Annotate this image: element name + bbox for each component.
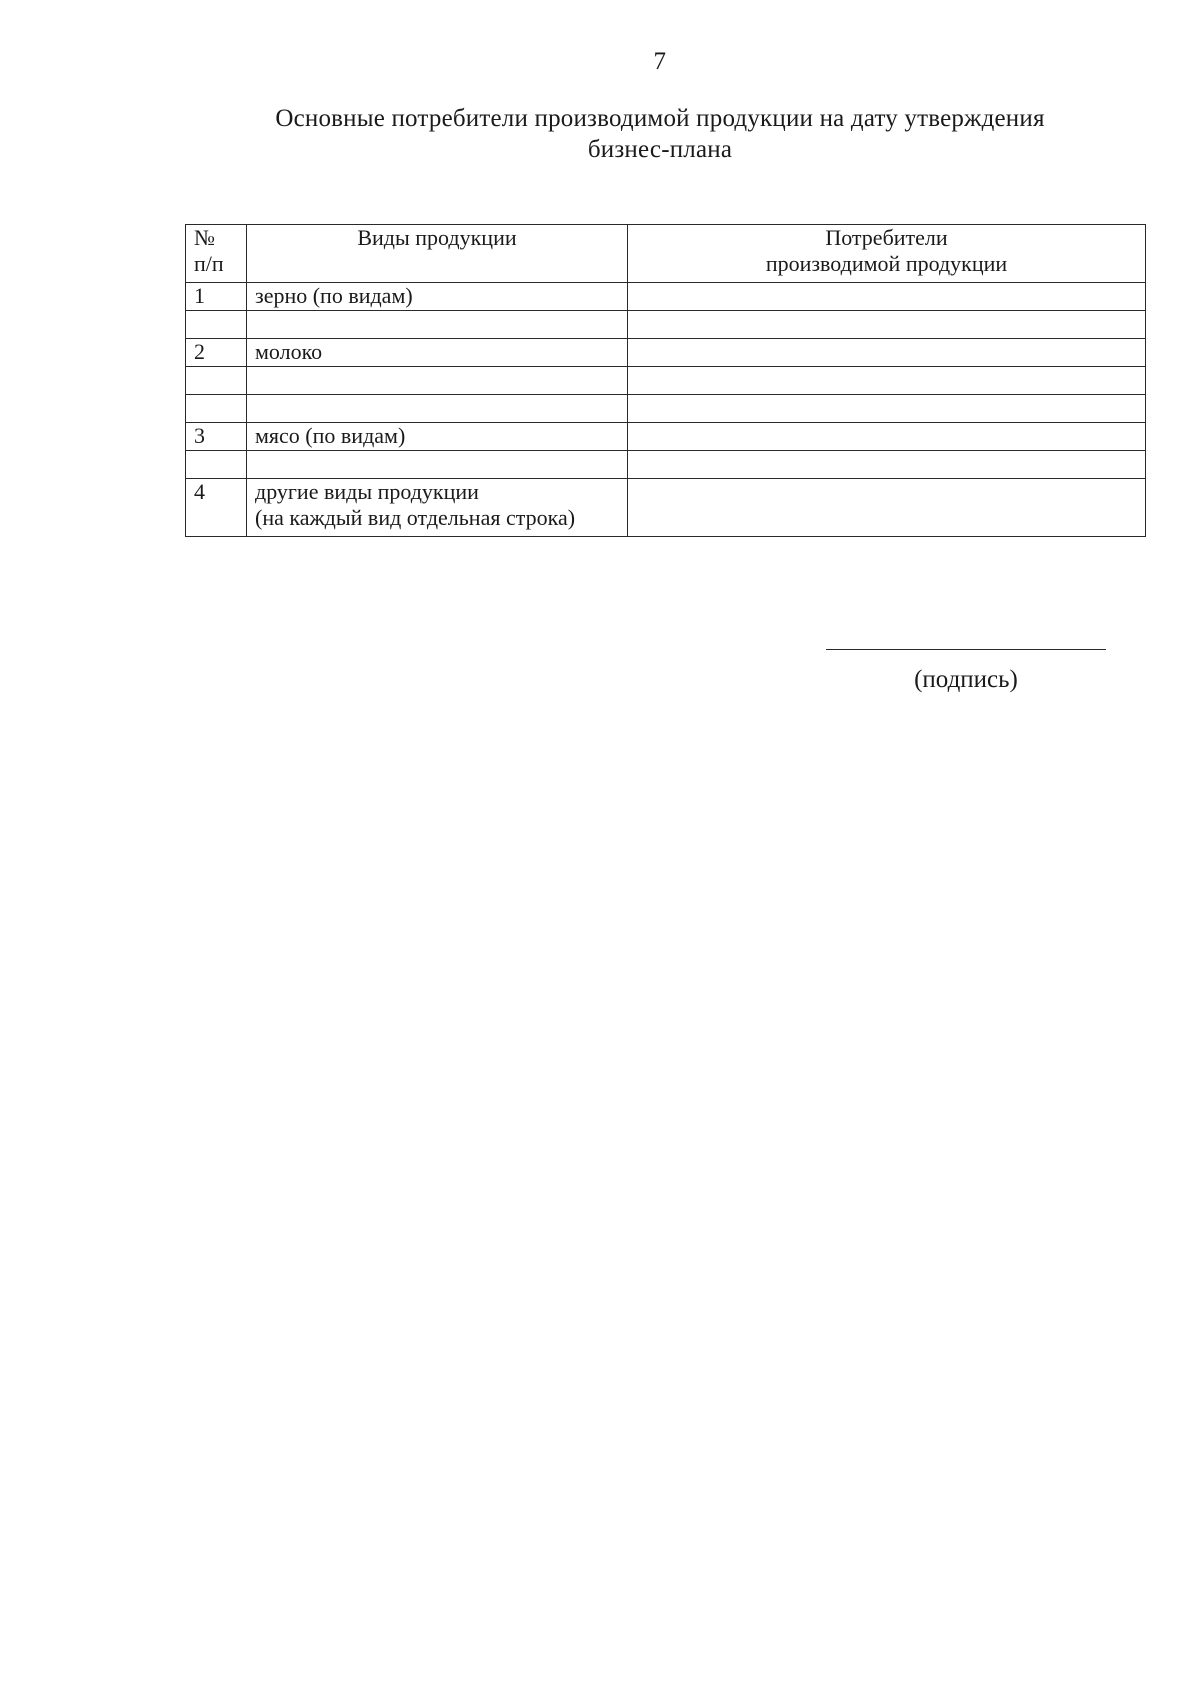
consumers-table — [185, 224, 1146, 537]
row-number — [186, 311, 247, 339]
row-consumers — [628, 283, 1146, 311]
header-number — [186, 225, 247, 283]
row-consumers — [628, 479, 1146, 537]
table-row — [186, 311, 1146, 339]
row-product-type-line-1: другие виды продукции — [255, 479, 479, 504]
signature-line — [826, 649, 1106, 650]
row-product-type — [247, 479, 628, 537]
header-consumers — [628, 225, 1146, 283]
row-product-type: мясо (по видам) — [247, 423, 628, 451]
page-number: 7 — [653, 48, 667, 75]
row-number — [186, 367, 247, 395]
header-consumers-line-1: Потребители — [825, 225, 948, 250]
row-consumers — [628, 367, 1146, 395]
row-product-type: зерно (по видам) — [247, 283, 628, 311]
row-product-type-line-2: (на каждый вид отдельная строка) — [255, 505, 576, 530]
row-number: 1 — [186, 283, 247, 311]
title-line-2: бизнес-плана — [587, 136, 733, 163]
header-number-line-2: п/п — [194, 251, 224, 276]
row-consumers — [628, 451, 1146, 479]
signature-label: (подпись) — [914, 666, 1018, 693]
row-number: 3 — [186, 423, 247, 451]
document-title — [200, 103, 1120, 165]
table-row — [186, 367, 1146, 395]
row-number: 4 — [186, 479, 247, 537]
row-consumers — [628, 311, 1146, 339]
row-product-type — [247, 311, 628, 339]
table-row — [186, 339, 1146, 367]
header-consumers-line-2: производимой продукции — [765, 251, 1008, 276]
table-row — [186, 451, 1146, 479]
table-row — [186, 423, 1146, 451]
table-row — [186, 479, 1146, 537]
row-consumers — [628, 339, 1146, 367]
row-consumers — [628, 395, 1146, 423]
row-product-type — [247, 367, 628, 395]
row-number: 2 — [186, 339, 247, 367]
table-header-row — [186, 225, 1146, 283]
row-consumers — [628, 423, 1146, 451]
row-product-type — [247, 395, 628, 423]
row-product-type — [247, 451, 628, 479]
header-product-type: Виды продукции — [247, 225, 628, 283]
row-number — [186, 451, 247, 479]
row-number — [186, 395, 247, 423]
row-product-type: молоко — [247, 339, 628, 367]
header-number-line-1: № — [194, 225, 215, 250]
table-row — [186, 283, 1146, 311]
table-row — [186, 395, 1146, 423]
title-line-1: Основные потребители производимой продукции на дату утверждения — [275, 105, 1045, 132]
